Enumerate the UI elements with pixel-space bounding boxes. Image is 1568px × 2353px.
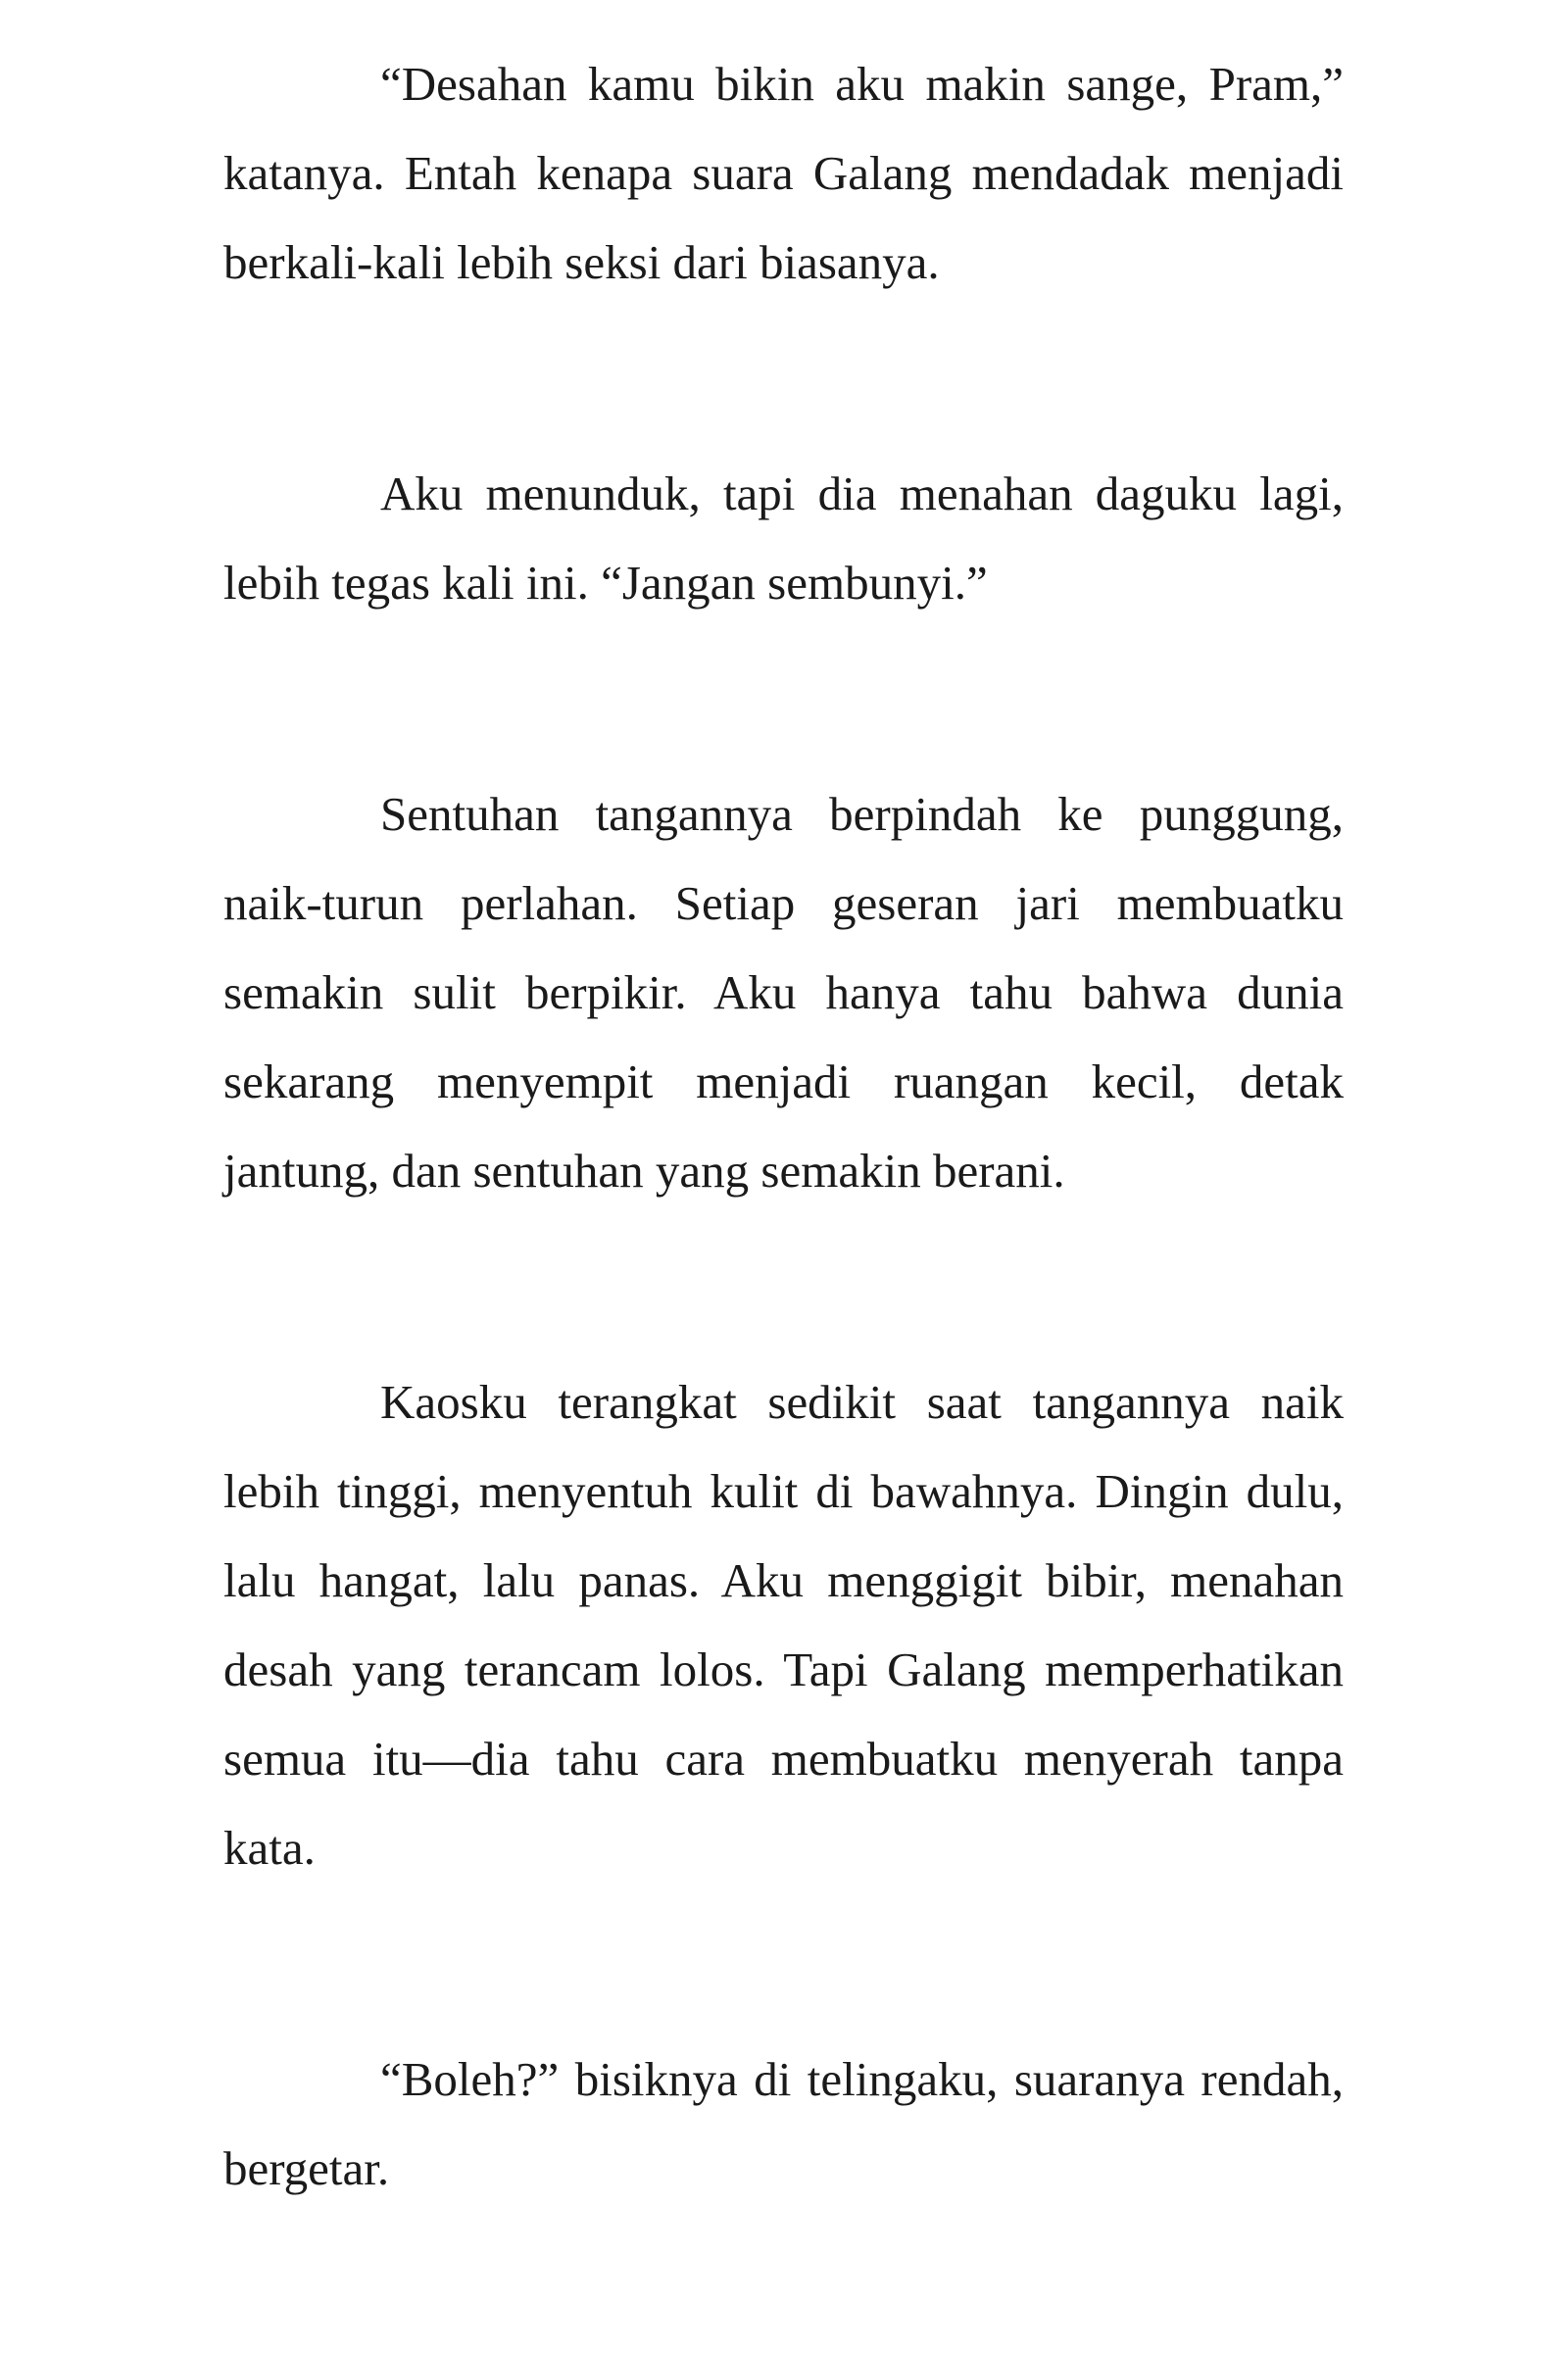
story-text — [223, 39, 1344, 2213]
paragraph-5: “Boleh?” bisiknya di telingaku, suaranya rendah, bergetar. — [223, 2052, 1344, 2195]
paragraph-4: Kaosku terangkat sedikit saat tangannya naik lebih tinggi, menyentuh kulit di bawahnya. Dingin dulu, lalu hangat, lalu panas. Aku menggigit bibir, menahan desah yang terancam lolos. Tapi Galang memperhatikan semua itu—dia tahu cara membuatku menyerah tanpa kata. — [223, 1375, 1344, 1875]
paragraph-1: “Desahan kamu bikin aku makin sange, Pram,” katanya. Entah kenapa suara Galang mendadak menjadi berkali-kali lebih seksi dari biasanya. — [223, 57, 1344, 289]
paragraph-3: Sentuhan tangannya berpindah ke punggung, naik-turun perlahan. Setiap geseran jari membuatku semakin sulit berpikir. Aku hanya tahu bahwa dunia sekarang menyempit menjadi ruangan kecil, detak jantung, dan sentuhan yang semakin berani. — [223, 787, 1344, 1198]
paragraph-2: Aku menunduk, tapi dia menahan daguku lagi, lebih tegas kali ini. “Jangan sembunyi.” — [223, 466, 1344, 610]
